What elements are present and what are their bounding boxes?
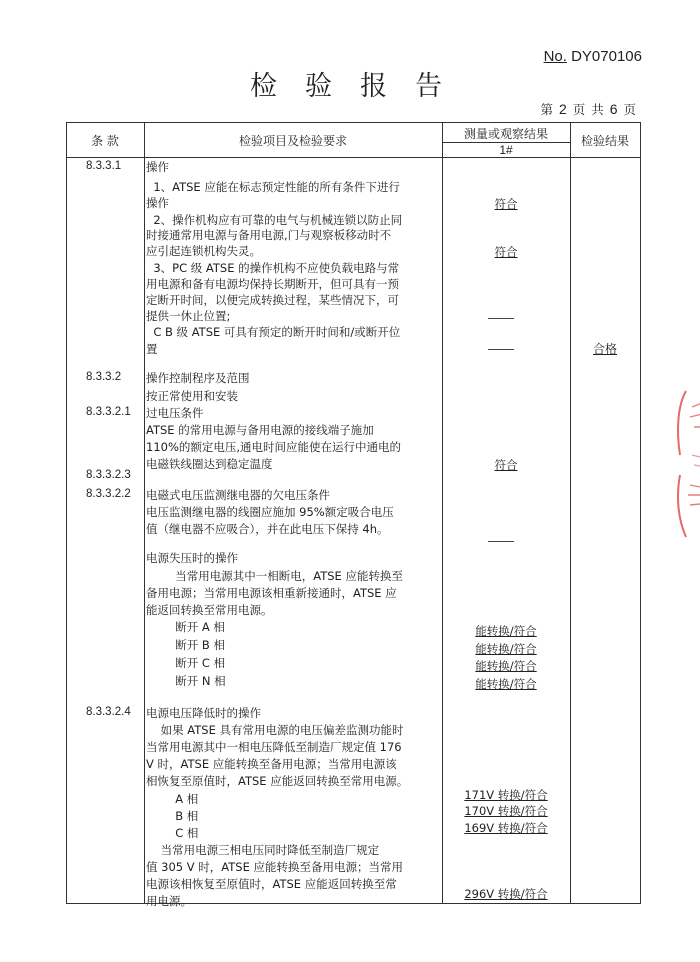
result-value: 能转换/符合 (475, 642, 537, 656)
clause-number: 8.3.3.2.4 (86, 706, 131, 718)
result-value: 能转换/符合 (475, 677, 537, 691)
item-line: 相恢复至原值时，ATSE 应能返回转换至常用电源。 (146, 774, 409, 788)
result-value: 符合 (494, 458, 518, 472)
item-line: 110%的额定电压,通电时间应能使在运行中通电的 (146, 440, 402, 454)
result-value: 171V 转换/符合 (464, 788, 548, 802)
table-border-top (66, 122, 640, 123)
item-line: 电磁铁线圈达到稳定温度 (146, 457, 273, 471)
table-border-left (66, 122, 67, 904)
not-applicable-dash (488, 349, 514, 350)
clause-number: 8.3.3.1 (86, 160, 122, 172)
item-line: 断开 N 相 (146, 674, 226, 688)
header-conclusion: 检验结果 (580, 134, 629, 148)
page-counter-middle: 页 共 (572, 102, 604, 117)
item-line: 操作控制程序及范围 (146, 371, 250, 385)
item-line: ATSE 的常用电源与备用电源的接线端子施加 (146, 423, 374, 437)
item-line: 操作 (146, 196, 169, 210)
result-value: 170V 转换/符合 (464, 804, 548, 818)
page-counter (540, 100, 636, 118)
item-line: V 时，ATSE 应能转换至备用电源；当常用电源该 (146, 757, 397, 771)
result-value: 符合 (494, 245, 518, 259)
item-line: C 相 (146, 826, 199, 840)
page-counter-prefix: 第 (540, 102, 553, 117)
item-line: 值（继电器不应吸合），并在此电压下保持 4h。 (146, 522, 389, 536)
item-line: 操作 (146, 160, 169, 174)
result-value: 符合 (494, 197, 518, 211)
item-line: 用电源和备有电源均保持长期断开，但可具有一预 (146, 277, 399, 291)
item-line: 电源电压降低时的操作 (146, 706, 261, 720)
clause-number: 8.3.3.2 (86, 371, 122, 383)
result-value: 能转换/符合 (475, 624, 537, 638)
report-number-value: DY070106 (571, 48, 642, 65)
item-line: 当常用电源其中一相断电，ATSE 应能转换至 (146, 569, 403, 583)
page-total: 6 (609, 101, 618, 117)
item-line: 如果 ATSE 具有常用电源的电压偏差监测功能时 (146, 723, 404, 737)
item-line: C B 级 ATSE 可具有预定的断开时间和/或断开位 (146, 325, 401, 339)
header-measured: 测量或观察结果 (463, 127, 548, 141)
item-line: 置 (146, 342, 158, 356)
item-line: 应引起连锁机构失灵。 (146, 244, 261, 258)
page-title: 检验报告 (250, 71, 470, 102)
conclusion-value: 合格 (592, 342, 617, 356)
report-number (544, 48, 642, 65)
item-line: 电磁式电压监测继电器的欠电压条件 (146, 488, 330, 502)
item-line: 1、ATSE 应能在标志预定性能的所有条件下进行 (146, 180, 400, 194)
table-border-right (640, 122, 641, 904)
item-line: 用电源。 (146, 894, 192, 908)
item-line: 按正常使用和安装 (146, 389, 238, 403)
item-line: 2、操作机构应有可靠的电气与机械连锁以防止同 (146, 213, 403, 227)
not-applicable-dash (488, 541, 514, 542)
item-line: A 相 (146, 792, 199, 806)
header-item: 检验项目及检验要求 (238, 134, 347, 148)
item-line: 断开 C 相 (146, 656, 226, 670)
item-line: 值 305 V 时，ATSE 应能转换至备用电源；当常用 (146, 860, 404, 874)
item-line: 时接通常用电源与备用电源,门与观察板移动时不 (146, 228, 392, 242)
item-line: 电源该相恢复至原值时，ATSE 应能返回转换至常 (146, 877, 397, 891)
item-line: 提供一休止位置; (146, 309, 231, 323)
clause-number: 8.3.3.2.3 (86, 469, 131, 481)
item-line: 定断开时间，以便完成转换过程，某些情况下，可 (146, 293, 399, 307)
report-number-label: No. (543, 48, 567, 65)
item-line: B 相 (146, 809, 199, 823)
item-line: 过电压条件 (146, 406, 204, 420)
red-seal-stamp (672, 385, 700, 545)
header-sample: 1# (499, 143, 513, 157)
page-counter-suffix: 页 (623, 102, 636, 117)
clause-number: 8.3.3.2.2 (86, 488, 131, 500)
item-line: 电压监测继电器的线圈应施加 95%额定吸合电压 (146, 505, 394, 519)
table-header-line (66, 157, 640, 158)
page-number: 2 (558, 101, 567, 117)
item-line: 电源失压时的操作 (146, 551, 238, 565)
not-applicable-dash (488, 318, 514, 319)
item-line: 当常用电源三相电压同时降低至制造厂规定 (146, 843, 380, 857)
clause-number: 8.3.3.2.1 (86, 406, 131, 418)
item-line: 当常用电源其中一相电压降低至制造厂规定值 176 (146, 740, 402, 754)
result-value: 能转换/符合 (475, 659, 537, 673)
column-divider (144, 122, 145, 904)
item-line: 备用电源；当常用电源该相重新接通时，ATSE 应 (146, 586, 397, 600)
item-line: 能返回转换至常用电源。 (146, 603, 273, 617)
header-clause: 条 款 (91, 134, 119, 148)
item-line: 3、PC 级 ATSE 的操作机构不应使负载电路与常 (146, 261, 400, 275)
column-divider (570, 122, 571, 904)
item-line: 断开 A 相 (146, 620, 225, 634)
result-value: 296V 转换/符合 (464, 887, 548, 901)
result-value: 169V 转换/符合 (464, 821, 548, 835)
item-line: 断开 B 相 (146, 638, 225, 652)
